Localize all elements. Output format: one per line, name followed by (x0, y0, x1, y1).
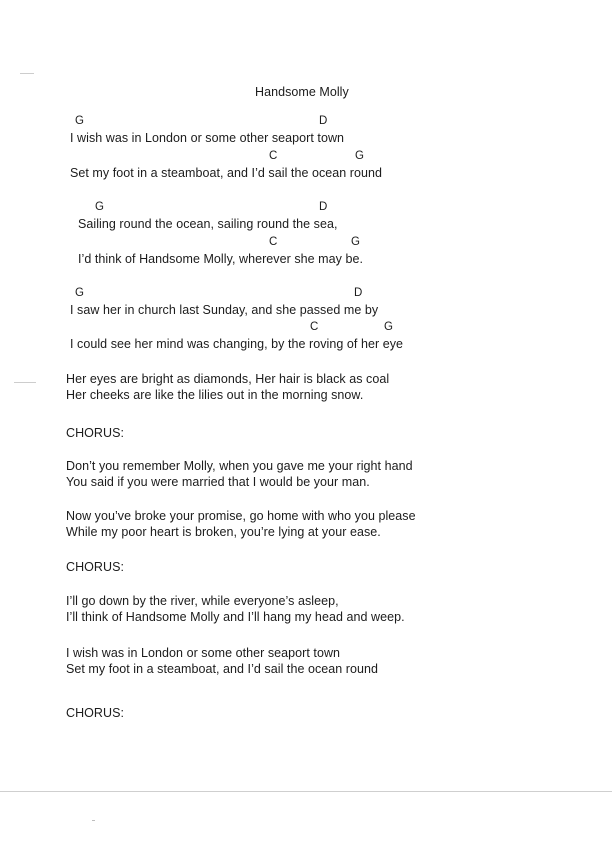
chord-verse3-a1: G (75, 287, 84, 299)
chord-verse3-b2: G (384, 321, 393, 333)
lyric-verse4-line2: Her cheeks are like the lilies out in the morning snow. (66, 388, 364, 402)
lyric-verse5-line2: You said if you were married that I would be your man. (66, 475, 370, 489)
scan-mark (14, 382, 36, 383)
page-edge-line (0, 791, 612, 792)
chorus-label: CHORUS: (66, 560, 124, 574)
chord-verse2-a1: G (95, 201, 104, 213)
chorus-label: CHORUS: (66, 426, 124, 440)
scan-dot (92, 820, 95, 821)
lyric-verse8-line1: I wish was in London or some other seaport town (66, 646, 341, 660)
lyric-verse6-line2: While my poor heart is broken, you’re lying at your ease. (66, 525, 381, 539)
lyric-verse1-line2: Set my foot in a steamboat, and I’d sail the ocean round (70, 166, 383, 180)
lyric-verse2-line2: I’d think of Handsome Molly, wherever she may be. (78, 252, 363, 266)
chord-verse1-a1: G (75, 115, 84, 127)
chord-verse1-b1: C (269, 150, 278, 162)
lyric-verse7-line2: I’ll think of Handsome Molly and I’ll hang my head and weep. (66, 610, 405, 624)
lyric-verse3-line1: I saw her in church last Sunday, and she passed me by (70, 303, 379, 317)
lyric-verse6-line1: Now you’ve broke your promise, go home with who you please (66, 509, 416, 523)
chord-verse2-b1: C (269, 236, 278, 248)
chord-verse2-b2: G (351, 236, 360, 248)
lyric-verse3-line2: I could see her mind was changing, by the roving of her eye (70, 337, 404, 351)
lyric-verse4-line1: Her eyes are bright as diamonds, Her hair is black as coal (66, 372, 390, 386)
chord-verse3-a2: D (354, 287, 363, 299)
lyric-verse8-line2: Set my foot in a steamboat, and I’d sail the ocean round (66, 662, 379, 676)
lyric-verse5-line1: Don’t you remember Molly, when you gave me your right hand (66, 459, 413, 473)
scan-mark (20, 73, 34, 74)
chord-verse2-a2: D (319, 201, 328, 213)
chord-verse1-a2: D (319, 115, 328, 127)
chorus-label: CHORUS: (66, 706, 124, 720)
chord-verse1-b2: G (355, 150, 364, 162)
chord-verse3-b1: C (310, 321, 319, 333)
lyric-verse7-line1: I’ll go down by the river, while everyone’s asleep, (66, 594, 339, 608)
lyric-verse1-line1: I wish was in London or some other seaport town (70, 131, 345, 145)
song-title: Handsome Molly (255, 85, 349, 99)
lyric-verse2-line1: Sailing round the ocean, sailing round the sea, (78, 217, 338, 231)
